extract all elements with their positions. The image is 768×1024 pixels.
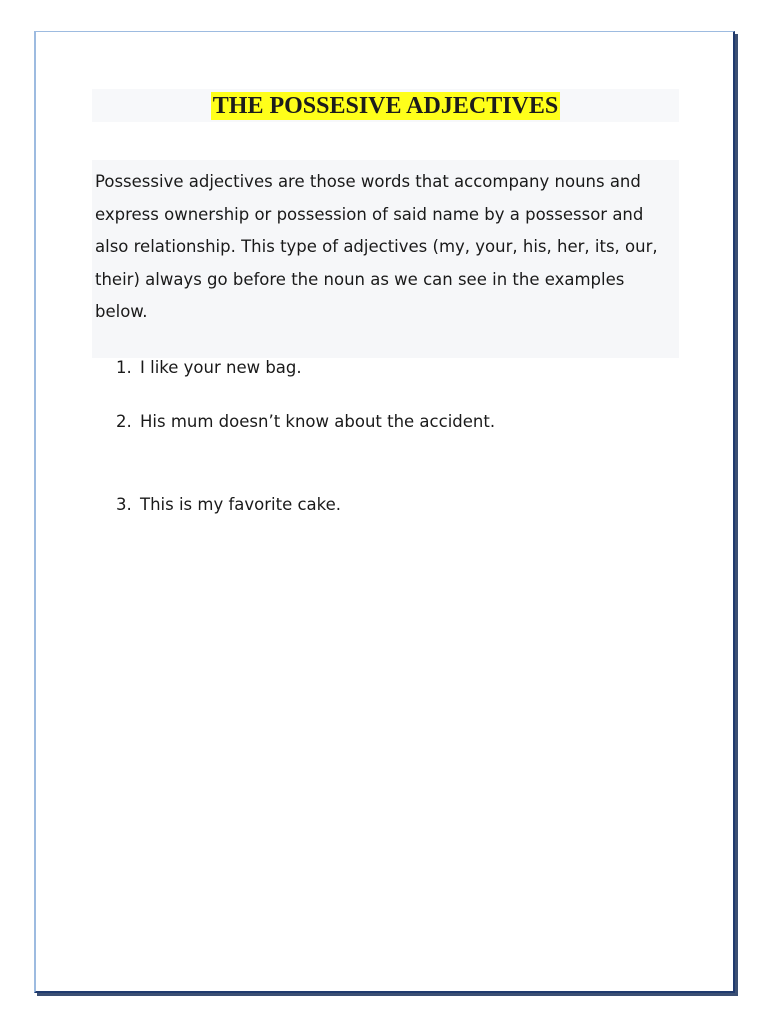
list-item [116,358,302,377]
list-item-number: 1. [116,358,132,377]
list-item-number: 2. [116,412,132,431]
list-item [116,412,495,431]
list-item [116,495,341,514]
page-title: THE POSSESIVE ADJECTIVES [212,93,559,119]
list-item-number: 3. [116,495,132,514]
intro-band [92,160,679,358]
document-page [34,31,735,993]
list-item-text: This is my favorite cake. [140,495,342,514]
title-band [92,89,679,122]
list-item-text: His mum doesn’t know about the accident. [140,412,496,431]
intro-paragraph: Possessive adjectives are those words that accompany nouns and express ownership or possession of said name by a possessor and also relationship. This type of adjectives (my, your, his, her, its, our, their) always go before the noun as we can see in the examples below. [95,172,658,321]
list-item-text: I like your new bag. [140,358,302,377]
